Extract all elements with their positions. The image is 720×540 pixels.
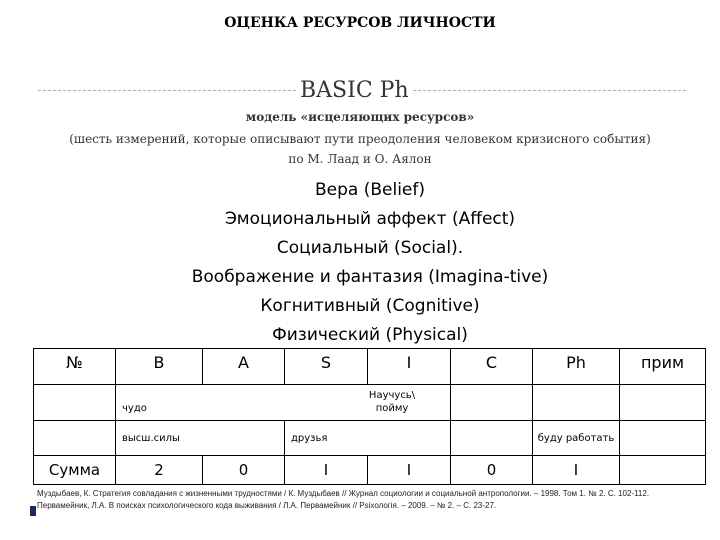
dimension-item: Эмоциональный аффект (Affect) <box>224 209 516 229</box>
sum-s: I <box>285 456 368 485</box>
sum-i: I <box>368 456 451 485</box>
sum-note <box>620 456 706 485</box>
table-cell <box>451 421 533 456</box>
sum-a: 0 <box>203 456 285 485</box>
table-cell <box>533 385 620 421</box>
references <box>37 488 697 512</box>
table-sum-row <box>34 456 706 485</box>
header-cell-b: B <box>116 349 203 385</box>
table-cell-s-i: друзья <box>285 421 451 456</box>
dimension-item: Когнитивный (Cognitive) <box>260 296 480 316</box>
table-cell-b-a: высш.силы <box>116 421 285 456</box>
table-row <box>34 385 706 421</box>
table-cell-b-i: чудоНаучусь\ пойму <box>116 385 451 421</box>
sum-label: Сумма <box>34 456 116 485</box>
reference-item: Муздыбаев, К. Стратегия совладания с жизненными трудностями / К. Муздыбаев // Журнал социологии и социальной антропологии. – 1998. Том 1. № 2. С. 102-112. <box>37 489 650 498</box>
resource-table <box>33 348 706 485</box>
table-cell <box>34 421 116 456</box>
sum-b: 2 <box>116 456 203 485</box>
model-subtitle: модель «исцеляющих ресурсов» <box>245 110 475 124</box>
sum-c: 0 <box>451 456 533 485</box>
header-cell-i: I <box>368 349 451 385</box>
table-cell <box>451 385 533 421</box>
model-description: (шесть измерений, которые описывают пути преодоления человеком кризисного события) по М. Лаад и О. Аялон <box>69 132 651 166</box>
reference-item: Первамейник, Л.А. В поисках психологического кода выживания / Л.А. Первамейник // Psiхологія. – 2009. – № 2. – С. 23-27. <box>37 501 497 510</box>
header-cell-note: прим <box>620 349 706 385</box>
table-row <box>34 421 706 456</box>
header-cell-s: S <box>285 349 368 385</box>
header-cell-ph: Ph <box>533 349 620 385</box>
dimensions-list <box>0 176 720 350</box>
header-cell-number: № <box>34 349 116 385</box>
table-cell <box>620 385 706 421</box>
table-header-row <box>34 349 706 385</box>
dimension-item: Вера (Belief) <box>314 180 425 200</box>
dimension-item: Социальный (Social). <box>276 238 464 258</box>
table-cell <box>34 385 116 421</box>
table-cell <box>620 421 706 456</box>
slide-title: ОЦЕНКА РЕСУРСОВ ЛИЧНОСТИ <box>224 15 496 31</box>
dimension-item: Физический (Physical) <box>272 325 468 345</box>
table-cell-i: Научусь\ пойму <box>368 390 416 414</box>
header-cell-c: C <box>451 349 533 385</box>
dimension-item: Воображение и фантазия (Imagina-tive) <box>191 267 549 287</box>
table-cell-ph: буду работать <box>533 421 620 456</box>
sum-ph: I <box>533 456 620 485</box>
reference-marker <box>30 506 36 516</box>
header-cell-a: A <box>203 349 285 385</box>
model-title: BASIC Ph <box>300 78 409 103</box>
